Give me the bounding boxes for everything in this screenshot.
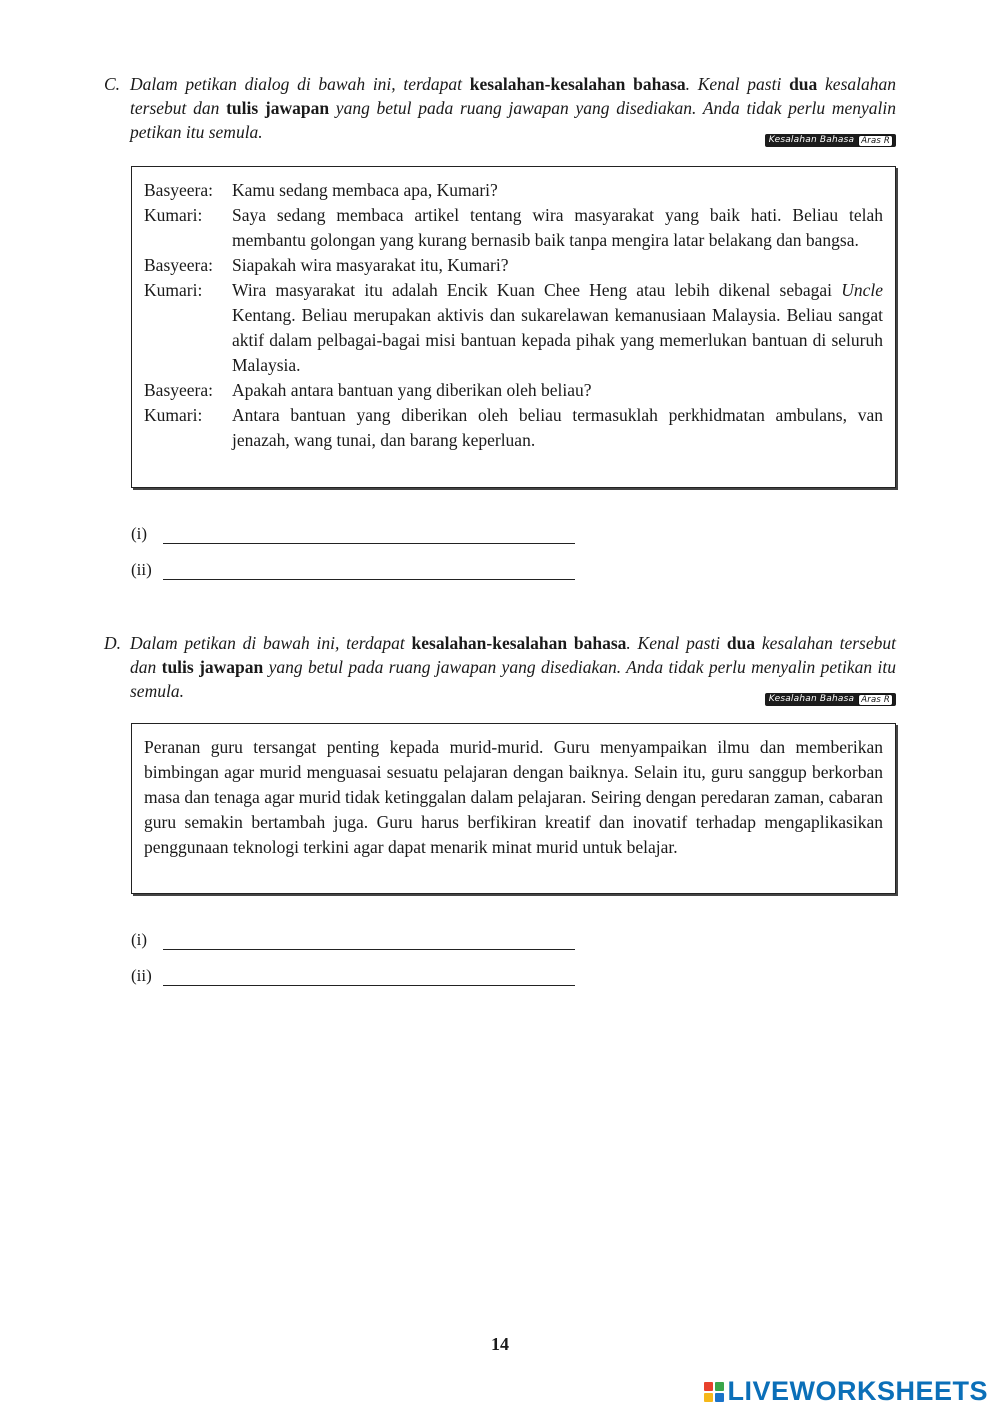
tag-level: Aras R xyxy=(858,135,893,147)
dialog-row xyxy=(144,178,883,203)
answer-line-d-ii[interactable] xyxy=(163,971,575,986)
instruction-text: kesalahan tersebut dan xyxy=(130,74,896,118)
dialog-speaker: Kumari: xyxy=(144,205,203,225)
dialog-speaker: Basyeera: xyxy=(144,380,213,400)
logo-square xyxy=(715,1382,724,1391)
section-d-letter: D. xyxy=(104,633,122,653)
answer-label: (ii) xyxy=(131,560,152,579)
answer-label: (i) xyxy=(131,524,148,543)
answer-line-d-i[interactable] xyxy=(163,935,575,950)
answer-label: (ii) xyxy=(131,966,152,985)
section-d-tag xyxy=(765,683,896,707)
instruction-bold: dua xyxy=(726,633,756,653)
dialog-text-part: Kentang. Beliau merupakan aktivis dan sukarelawan kemanusiaan Malaysia. Beliau sangat aktif dalam pelbagai-bagai misi bantuan kepada pihak yang memerlukan bantuan di seluruh Malaysia. xyxy=(232,305,883,375)
dialog-text-italic: Uncle xyxy=(841,280,883,300)
dialog-text: Kamu sedang membaca apa, Kumari? xyxy=(232,180,498,200)
page-number: 14 xyxy=(491,1334,509,1354)
answer-d-ii xyxy=(131,966,575,986)
section-d-instruction xyxy=(104,631,896,703)
dialog-text: Saya sedang membaca artikel tentang wira masyarakat yang baik hati. Beliau telah membantu golongan yang kurang bernasib baik tanpa mengira latar belakang dan bangsa. xyxy=(232,205,883,250)
section-d xyxy=(104,631,896,707)
tag-label: Kesalahan Bahasa xyxy=(768,694,855,704)
dialog-text: Antara bantuan yang diberikan oleh beliau termasuklah perkhidmatan ambulans, van jenazah, wang tunai, dan barang keperluan. xyxy=(232,405,883,450)
dialog-text: Siapakah wira masyarakat itu, Kumari? xyxy=(232,255,509,275)
dialog-speaker: Kumari: xyxy=(144,405,203,425)
passage-box xyxy=(131,723,896,894)
dialog-speaker: Kumari: xyxy=(144,280,203,300)
tag-label: Kesalahan Bahasa xyxy=(768,135,855,145)
dialog-speaker: Basyeera: xyxy=(144,180,213,200)
passage-text: Peranan guru tersangat penting kepada murid-murid. Guru menyampaikan ilmu dan memberikan bimbingan agar murid menguasai sesuatu pelajaran dengan baiknya. Selain itu, guru sanggup berkorban masa dan tenaga agar murid tidak ketinggalan dalam pelajaran. Seiring dengan peredaran zaman, cabaran guru semakin bertambah juga. Guru harus berfikiran kreatif dan inovatif terhadap mengaplikasikan penggunaan teknologi terkini agar dapat menarik minat murid untuk belajar. xyxy=(144,737,883,857)
dialog-text xyxy=(232,278,883,378)
instruction-text: yang betul pada ruang jawapan yang disediakan. Anda tidak perlu menyalin petikan itu semula. xyxy=(130,657,897,701)
instruction-bold: kesalahan-kesalahan bahasa xyxy=(469,74,686,94)
dialog-row xyxy=(144,253,883,278)
tag-level: Aras R xyxy=(858,694,893,706)
dialog-row xyxy=(144,278,883,378)
answer-c-ii xyxy=(131,560,575,580)
dialog-row xyxy=(144,378,883,403)
instruction-bold: tulis jawapan xyxy=(161,657,264,677)
instruction-bold: kesalahan-kesalahan bahasa xyxy=(411,633,627,653)
section-c xyxy=(104,72,896,148)
instruction-text: Dalam petikan di bawah ini, terdapat xyxy=(130,633,412,653)
instruction-text: kesalahan tersebut dan xyxy=(130,633,896,677)
instruction-text: . Kenal pasti xyxy=(626,633,727,653)
answer-line-c-i[interactable] xyxy=(163,529,575,544)
section-c-letter: C. xyxy=(104,74,121,94)
instruction-bold: dua xyxy=(789,74,818,94)
dialog-text: Apakah antara bantuan yang diberikan oleh beliau? xyxy=(232,380,592,400)
section-c-instruction xyxy=(104,72,896,144)
brand-name: LIVEWORKSHEETS xyxy=(727,1376,988,1406)
logo-square xyxy=(704,1393,713,1402)
answer-line-c-ii[interactable] xyxy=(163,565,575,580)
dialog-box xyxy=(131,166,896,488)
dialog-text-part: Wira masyarakat itu adalah Encik Kuan Chee Heng atau lebih dikenal sebagai xyxy=(232,280,842,300)
answer-c-i xyxy=(131,524,575,544)
answer-label: (i) xyxy=(131,930,148,949)
instruction-text: . Kenal pasti xyxy=(685,74,790,94)
logo-square xyxy=(704,1382,713,1391)
liveworksheets-brand xyxy=(704,1376,988,1407)
dialog-row xyxy=(144,203,883,253)
instruction-text: yang betul pada ruang jawapan yang disediakan. Anda tidak perlu menyalin petikan itu semula. xyxy=(130,98,896,142)
section-c-tag xyxy=(765,124,896,148)
dialog-speaker: Basyeera: xyxy=(144,255,213,275)
dialog-row xyxy=(144,403,883,453)
logo-square xyxy=(715,1393,724,1402)
answer-d-i xyxy=(131,930,575,950)
instruction-text: Dalam petikan dialog di bawah ini, terdapat xyxy=(130,74,470,94)
liveworksheets-logo-icon xyxy=(704,1382,724,1402)
instruction-bold: tulis jawapan xyxy=(226,98,330,118)
